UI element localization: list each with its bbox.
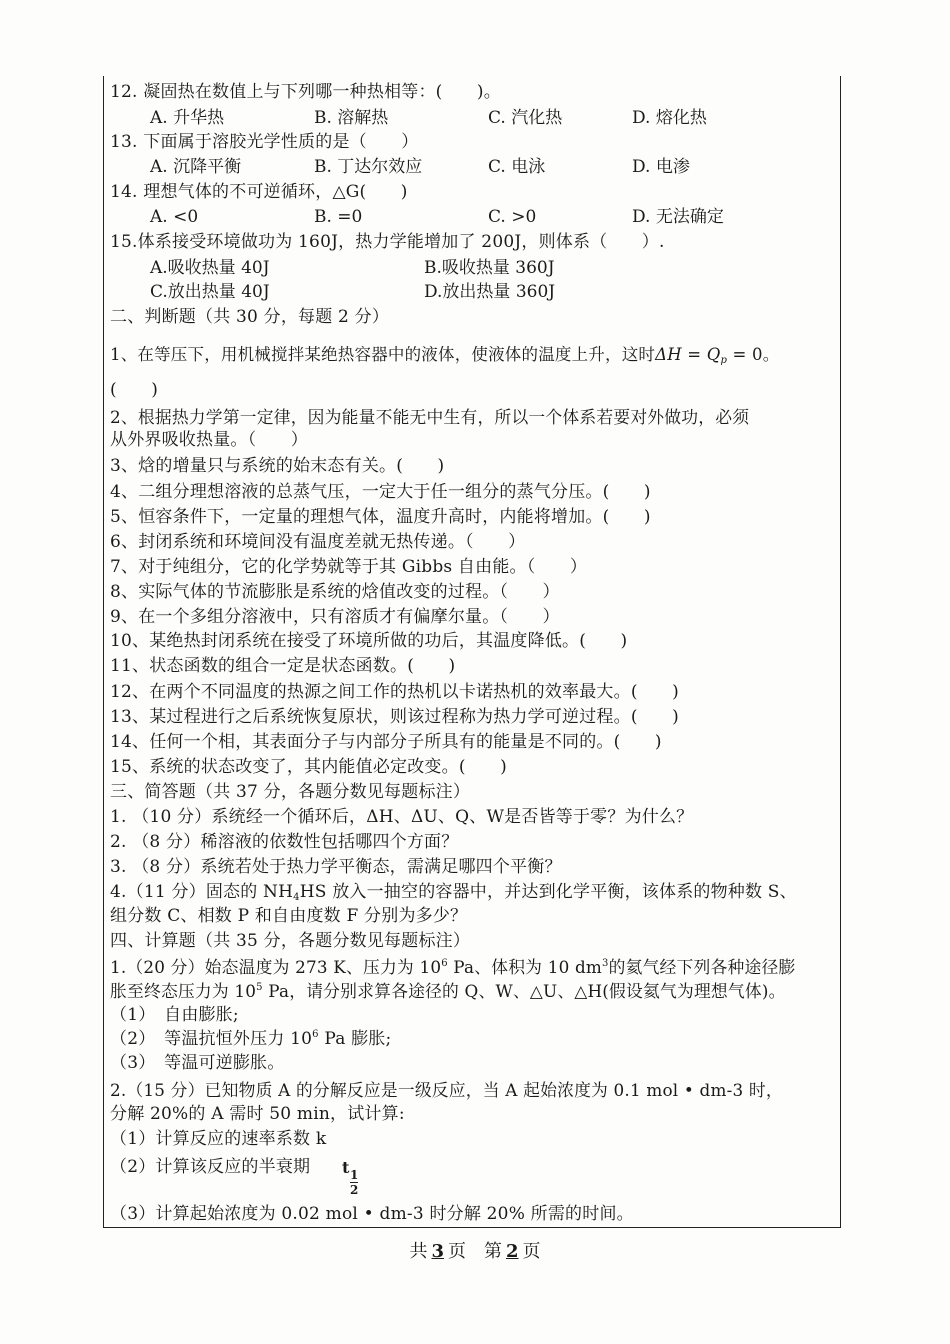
q14-stem: 14. 理想气体的不可逆循环，△G( ) [110, 182, 408, 202]
judge-1-blank: ( ) [110, 380, 159, 400]
judge-1: 1、在等压下，用机械搅拌某绝热容器中的液体，使液体的温度上升，这时$\Delta H = Q_p = 0$。 [110, 345, 780, 366]
q12-option-b: B. 溶解热 [314, 108, 389, 128]
q12-option-d: D. 熔化热 [632, 108, 707, 128]
q13-stem: 13. 下面属于溶胶光学性质的是（ ） [110, 132, 419, 152]
judge-7: 7、对于纯组分，它的化学势就等于其 Gibbs 自由能。（ ） [110, 557, 588, 577]
q14-option-d: D. 无法确定 [632, 207, 724, 227]
judge-14: 14、任何一个相，其表面分子与内部分子所具有的能量是不同的。( ) [110, 732, 662, 752]
judge-3: 3、焓的增量只与系统的始末态有关。( ) [110, 456, 445, 476]
calc-2-line1: 2.（15 分）已知物质 A 的分解反应是一级反应，当 A 起始浓度为 0.1 mol • dm-3 时， [110, 1080, 783, 1100]
judge-9: 9、在一个多组分溶液中，只有溶质才有偏摩尔量。（ ） [110, 607, 560, 627]
judge-10: 10、某绝热封闭系统在接受了环境所做的功后，其温度降低。( ) [110, 631, 628, 651]
judge-15: 15、系统的状态改变了，其内能值必定改变。( ) [110, 757, 507, 777]
judge-13: 13、某过程进行之后系统恢复原状，则该过程称为热力学可逆过程。( ) [110, 707, 679, 727]
page-footer: 共 3 页 第 2 页 [409, 1241, 541, 1262]
calc-2-item1: （1）计算反应的速率系数 k [110, 1129, 327, 1149]
q12-option-a: A. 升华热 [150, 108, 225, 128]
q15-option-b: B.吸收热量 360J [424, 258, 555, 278]
judge-12: 12、在两个不同温度的热源之间工作的热机以卡诺热机的效率最大。( ) [110, 682, 679, 702]
section2-title: 二、判断题（共 30 分，每题 2 分） [110, 307, 390, 327]
short-answer-4-line1: 4.（11 分）固态的 $NH_4HS$ 放入一抽空的容器中，并达到化学平衡，该体系的物种数 S、 [110, 882, 797, 903]
short-answer-2: 2. （8 分）稀溶液的依数性包括哪四个方面？ [110, 832, 459, 852]
judge-11: 11、状态函数的组合一定是状态函数。( ) [110, 656, 456, 676]
q13-option-b: B. 丁达尔效应 [314, 157, 423, 177]
q14-option-b: B. =0 [314, 207, 363, 227]
short-answer-1: 1. （10 分）系统经一个循环后，ΔH、ΔU、Q、W是否皆等于零？为什么？ [110, 807, 694, 827]
calc-1-item2: （2） 等温抗恒外压力 $10^6$ Pa 膨胀; [110, 1029, 392, 1049]
calc-1-line2: 胀至终态压力为 $10^5$ Pa，请分别求算各途径的 Q、W、△U、△H(假设氦气为理想气体)。 [110, 981, 786, 1001]
short-answer-4-line2: 组分数 C、相数 P 和自由度数 F 分别为多少？ [110, 906, 468, 926]
total-pages: 3 [431, 1241, 444, 1262]
q12-option-c: C. 汽化热 [488, 108, 563, 128]
q15-option-d: D.放出热量 360J [424, 282, 556, 302]
q14-option-c: C. >0 [488, 207, 537, 227]
calc-2-line2: 分解 20%的 A 需时 50 min，试计算: [110, 1104, 405, 1124]
section4-title: 四、计算题（共 35 分，各题分数见每题标注） [110, 931, 471, 951]
calc-1-item3: （3） 等温可逆膨胀。 [110, 1053, 285, 1073]
calc-1-item1: （1） 自由膨胀; [110, 1005, 239, 1025]
half-life-fraction: 1 2 [350, 1168, 359, 1197]
judge-6: 6、封闭系统和环境间没有温度差就无热传递。（ ） [110, 532, 526, 552]
judge-2-line1: 2、根据热力学第一定律，因为能量不能无中生有，所以一个体系若要对外做功，必须 [110, 407, 750, 427]
section3-title: 三、简答题（共 37 分，各题分数见每题标注） [110, 782, 471, 802]
calc-2-item2: （2）计算该反应的半衰期 [110, 1157, 311, 1177]
short-answer-3: 3. （8 分）系统若处于热力学平衡态，需满足哪四个平衡？ [110, 857, 562, 877]
judge-5: 5、恒容条件下，一定量的理想气体，温度升高时，内能将增加。( ) [110, 507, 651, 527]
q14-option-a: A. <0 [150, 207, 199, 227]
q13-option-c: C. 电泳 [488, 157, 546, 177]
half-life-symbol: t [342, 1158, 350, 1177]
q13-option-d: D. 电渗 [632, 157, 690, 177]
q12-stem: 12. 凝固热在数值上与下列哪一种热相等：( )。 [110, 82, 501, 102]
q13-option-a: A. 沉降平衡 [150, 157, 242, 177]
calc-2-item3: （3）计算起始浓度为 0.02 mol • dm-3 时分解 20% 所需的时间。 [110, 1204, 634, 1224]
judge-4: 4、二组分理想溶液的总蒸气压，一定大于任一组分的蒸气分压。( ) [110, 482, 651, 502]
current-page: 2 [506, 1241, 519, 1262]
q15-option-a: A.吸收热量 40J [150, 258, 270, 278]
calc-1-line1: 1.（20 分）始态温度为 273 K、压力为 $10^6$ Pa、体积为 10 $dm^3$的氦气经下列各种途径膨 [110, 957, 796, 977]
q15-stem: 15.体系接受环境做功为 160J，热力学能增加了 200J，则体系（ ）. [110, 232, 665, 252]
judge-2-line2: 从外界吸收热量。（ ） [110, 430, 308, 450]
judge-8: 8、实际气体的节流膨胀是系统的焓值改变的过程。（ ） [110, 582, 560, 602]
q15-option-c: C.放出热量 40J [150, 282, 270, 302]
